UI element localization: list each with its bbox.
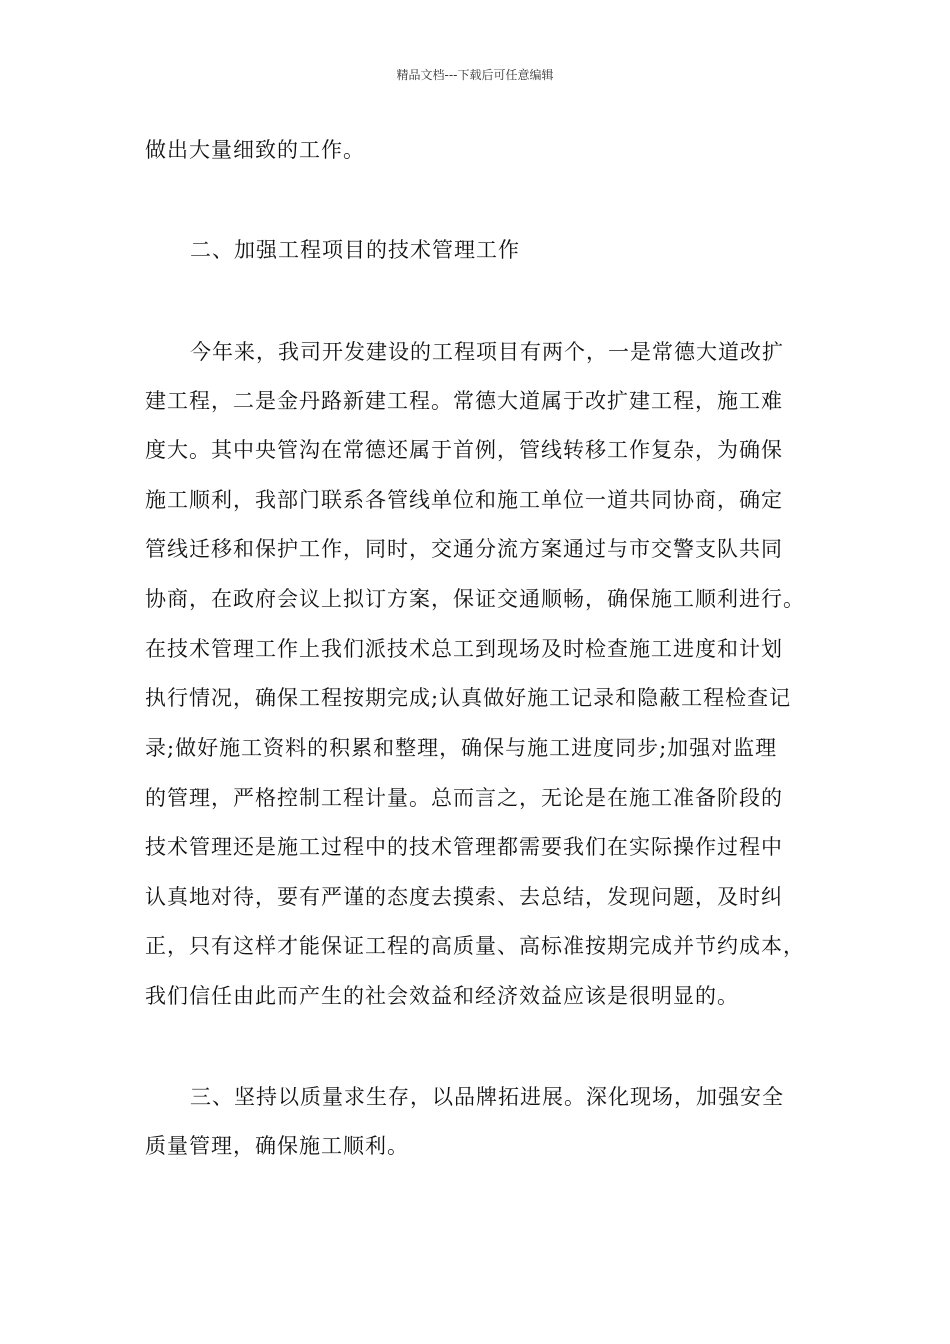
paragraph-line: 在技术管理工作上我们派技术总工到现场及时检查施工进度和计划 bbox=[145, 637, 783, 661]
paragraph-line: 度大。其中央管沟在常德还属于首例，管线转移工作复杂，为确保 bbox=[145, 438, 783, 462]
heading-line: 质量管理，确保施工顺利。 bbox=[145, 1134, 409, 1158]
paragraph-line: 技术管理还是施工过程中的技术管理都需要我们在实际操作过程中 bbox=[145, 835, 783, 859]
paragraph-line: 认真地对待，要有严谨的态度去摸索、去总结，发现问题，及时纠 bbox=[145, 885, 783, 909]
paragraph-line: 建工程，二是金丹路新建工程。常德大道属于改扩建工程，施工难 bbox=[145, 389, 783, 413]
paragraph-line: 执行情况，确保工程按期完成;认真做好施工记录和隐蔽工程检查记 bbox=[145, 686, 792, 710]
paragraph-line: 协商，在政府会议上拟订方案，保证交通顺畅，确保施工顺利进行。 bbox=[145, 587, 805, 611]
paragraph-line: 的管理，严格控制工程计量。总而言之，无论是在施工准备阶段的 bbox=[145, 786, 783, 810]
paragraph-line: 录;做好施工资料的积累和整理，确保与施工进度同步;加强对监理 bbox=[145, 736, 778, 760]
paragraph-line: 正，只有这样才能保证工程的高质量、高标准按期完成并节约成本， bbox=[145, 934, 805, 958]
section-heading-2: 二、加强工程项目的技术管理工作 bbox=[190, 238, 520, 262]
heading-line: 三、坚持以质量求生存，以品牌拓进展。深化现场，加强安全 bbox=[190, 1085, 784, 1109]
page-header: 精品文档---下载后可任意编辑 bbox=[396, 68, 554, 82]
paragraph-line: 施工顺利，我部门联系各管线单位和施工单位一道共同协商，确定 bbox=[145, 488, 783, 512]
paragraph-continuation: 做出大量细致的工作。 bbox=[145, 138, 365, 162]
paragraph-line: 今年来，我司开发建设的工程项目有两个，一是常德大道改扩 bbox=[190, 340, 784, 364]
paragraph-line: 管线迁移和保护工作，同时，交通分流方案通过与市交警支队共同 bbox=[145, 537, 783, 561]
paragraph-line: 我们信任由此而产生的社会效益和经济效益应该是很明显的。 bbox=[145, 984, 739, 1008]
